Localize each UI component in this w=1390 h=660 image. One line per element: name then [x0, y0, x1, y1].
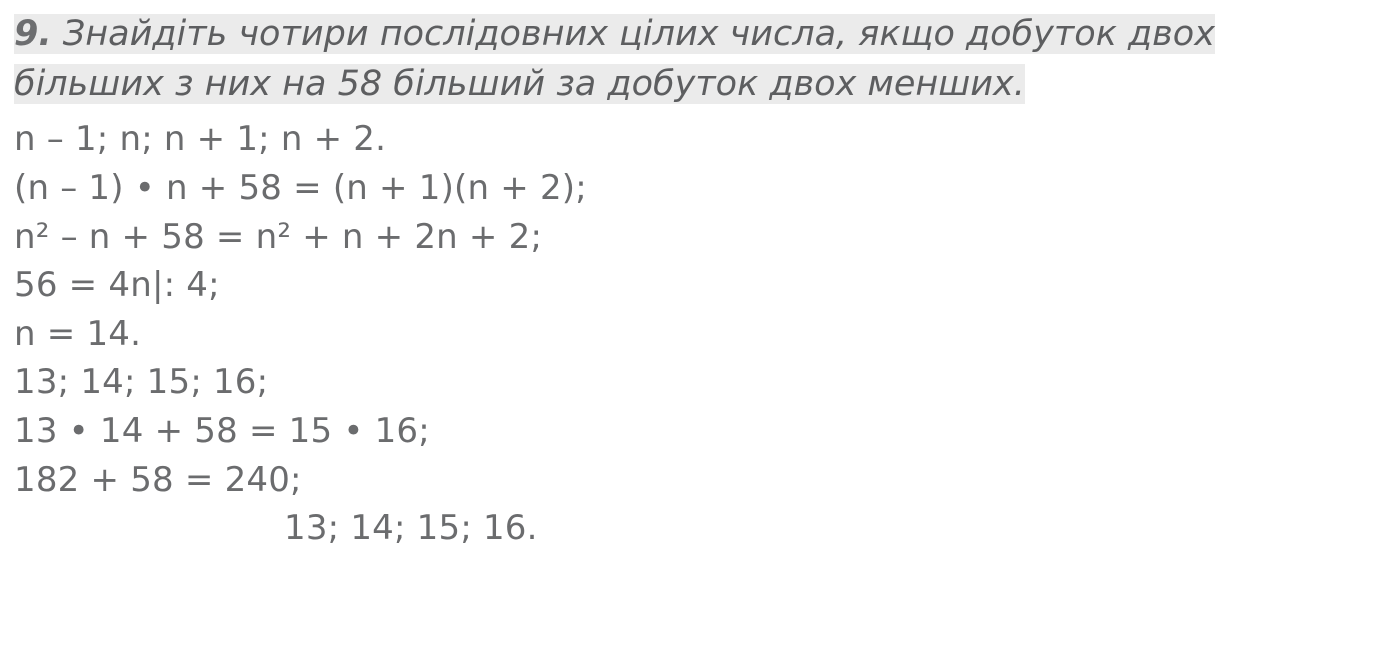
solution-line: n = 14. — [14, 313, 142, 354]
solution-line: 182 + 58 = 240; — [14, 459, 302, 500]
statement-highlight-line-2 — [14, 64, 1025, 104]
solution-line: n – 1; n; n + 1; n + 2. — [14, 119, 387, 160]
solution-line: 13; 14; 15; 16; — [14, 362, 269, 403]
solution-line: n² – n + 58 = n² + n + 2n + 2; — [14, 216, 543, 257]
solution-line: 13 • 14 + 58 = 15 • 16; — [14, 411, 430, 452]
statement-text-line-1: Знайдіть чотири послідовних цілих числа, якщо добуток двох — [62, 14, 1215, 54]
problem-number: 9. — [14, 14, 52, 54]
solution-line: 56 = 4n|: 4; — [14, 265, 220, 306]
solution-body — [0, 109, 1390, 552]
statement-highlight-line-1 — [14, 14, 1215, 54]
solution-answer-line: 13; 14; 15; 16. — [284, 508, 538, 549]
statement-text-line-2: більших з них на 58 більший за добуток двох менших. — [14, 63, 1025, 104]
solution-line: (n – 1) • n + 58 = (n + 1)(n + 2); — [14, 167, 587, 208]
problem-statement — [0, 0, 1390, 109]
